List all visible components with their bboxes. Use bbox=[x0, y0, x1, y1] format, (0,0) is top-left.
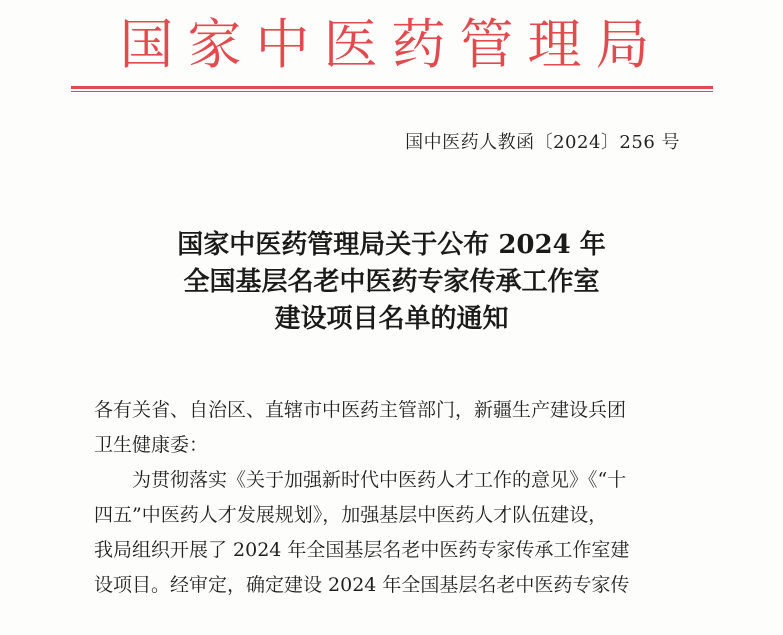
document-number: 国中医药人教函〔2024〕256 号 bbox=[405, 132, 680, 153]
body-line: 四五”中医药人才发展规划》，加强基层中医药人才队伍建设， bbox=[94, 504, 608, 526]
document-title bbox=[0, 227, 783, 338]
body-line: 卫生健康委： bbox=[94, 434, 209, 456]
body-line: 各有关省、自治区、直辖市中医药主管部门，新疆生产建设兵团 bbox=[94, 399, 627, 421]
document-body bbox=[94, 393, 694, 603]
title-line: 建设项目名单的通知 bbox=[274, 304, 509, 334]
body-line: 我局组织开展了 2024 年全国基层名老中医药专家传承工作室建 bbox=[94, 539, 630, 561]
title-line: 全国基层名老中医药专家传承工作室 bbox=[183, 267, 600, 297]
red-header-rule-thin bbox=[71, 91, 713, 92]
org-header-title: 国家中医药管理局 bbox=[119, 13, 664, 76]
body-line: 为贯彻落实《关于加强新时代中医药人才工作的意见》《“十 bbox=[94, 469, 627, 491]
body-line: 设项目。经审定，确定建设 2024 年全国基层名老中医药专家传 bbox=[94, 574, 630, 596]
red-header-rule bbox=[71, 86, 713, 89]
title-line: 国家中医药管理局关于公布 2024 年 bbox=[177, 230, 606, 260]
